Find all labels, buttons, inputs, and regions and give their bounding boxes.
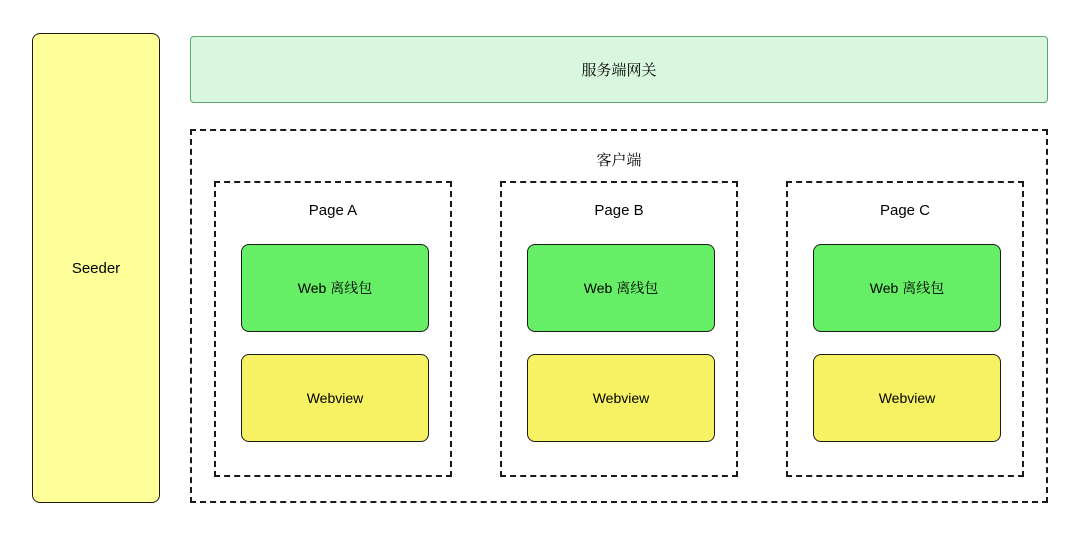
page-b-title: Page B (594, 202, 644, 219)
page-a-offline-package-label: Web 离线包 (297, 280, 373, 296)
server-gateway-node (190, 36, 1048, 103)
seeder-label: Seeder (71, 259, 121, 277)
page-c-webview (813, 354, 1001, 442)
page-c-offline-package-label: Web 离线包 (869, 280, 945, 296)
page-group-b (500, 181, 738, 477)
page-b-offline-package (527, 244, 715, 332)
seeder-node (32, 33, 160, 503)
client-group (190, 129, 1048, 503)
page-group-list (192, 181, 1046, 477)
page-group-a (214, 181, 452, 477)
page-a-webview (241, 354, 429, 442)
client-group-label: 客户端 (596, 152, 642, 169)
page-c-title: Page C (879, 202, 931, 219)
page-a-webview-label: Webview (306, 390, 364, 406)
page-b-webview (527, 354, 715, 442)
page-b-webview-label: Webview (592, 390, 650, 406)
page-b-offline-package-label: Web 离线包 (583, 280, 659, 296)
page-group-c (786, 181, 1024, 477)
page-a-offline-package (241, 244, 429, 332)
page-c-offline-package (813, 244, 1001, 332)
server-gateway-label: 服务端网关 (581, 62, 657, 79)
page-a-title: Page A (308, 202, 358, 219)
page-c-webview-label: Webview (878, 390, 936, 406)
